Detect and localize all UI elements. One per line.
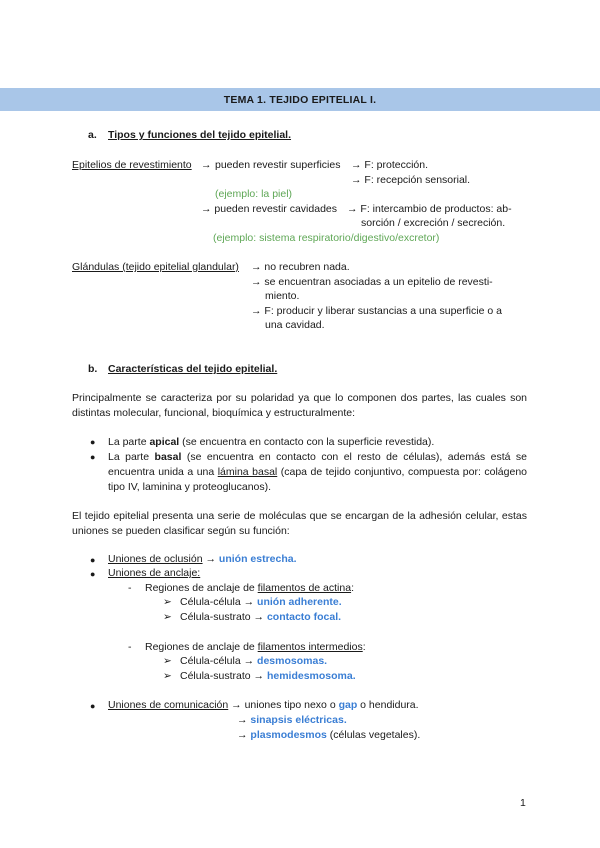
arrow-marker: ➢	[163, 596, 172, 608]
intermedios-cc: Célula-célula → desmosomas.	[180, 655, 328, 667]
revest-line2: → pueden revestir cavidades	[201, 203, 337, 215]
section-a-heading: Tipos y funciones del tejido epitelial.	[108, 129, 292, 141]
revest-f1: → F: protección.	[351, 159, 429, 171]
revest-f3b: sorción / excreción / secreción.	[361, 217, 506, 229]
section-a-marker: a.	[88, 129, 97, 141]
arrow-marker: ➢	[163, 670, 172, 682]
comunicacion-s1: → sinapsis eléctricas.	[237, 714, 347, 726]
dash-marker: -	[128, 641, 132, 653]
bullet-dot: ●	[90, 437, 96, 447]
intermedios-region: Regiones de anclaje de filamentos intermedios:	[145, 641, 366, 653]
revest-f2: → F: recepción sensorial.	[351, 174, 471, 186]
bullet-dot: ●	[90, 555, 96, 565]
glands-g2a: → se encuentran asociadas a un epitelio de revesti-	[251, 276, 493, 288]
bullet-dot: ●	[90, 701, 96, 711]
section-b-heading: Características del tejido epitelial.	[108, 363, 278, 375]
page-number: 1	[520, 797, 526, 809]
section-b-marker: b.	[88, 363, 98, 375]
glands-g2b: miento.	[265, 290, 300, 302]
bullet-dot: ●	[90, 452, 96, 462]
intermedios-cs: Célula-sustrato → hemidesmosoma.	[180, 670, 356, 682]
revest-example-2: (ejemplo: sistema respiratorio/digestivo/excretor)	[213, 232, 440, 244]
glands-g3a: → F: producir y liberar sustancias a una superficie o a	[251, 305, 502, 317]
glands-label: Glándulas (tejido epitelial glandular)	[72, 261, 239, 273]
actina-cs: Célula-sustrato → contacto focal.	[180, 611, 342, 623]
arrow-marker: ➢	[163, 655, 172, 667]
lamina-basal-term: lámina basal	[217, 466, 278, 478]
basal-item: La parte basal (se encuentra en contacto con el resto de células), además está se encuentra unida a una lámina basal (capa de tejido conjuntivo, compuesta por: colágeno tipo IV, laminina y proteoglucanos).	[108, 451, 528, 493]
actina-region: Regiones de anclaje de filamentos de actina:	[145, 582, 354, 594]
bullet-dot: ●	[90, 569, 96, 579]
revest-line1: pueden revestir superficies	[215, 159, 341, 171]
oclusion-item: Uniones de oclusión → unión estrecha.	[108, 553, 297, 565]
comunicacion-item: Uniones de comunicación → uniones tipo nexo o gap o hendidura.	[108, 699, 419, 711]
basal-bold: basal	[154, 451, 182, 463]
actina-cc: Célula-célula → unión adherente.	[180, 596, 342, 608]
glands-g1: → no recubren nada.	[251, 261, 350, 273]
apical-bold: apical	[149, 436, 180, 448]
anclaje-label: Uniones de anclaje:	[108, 567, 201, 579]
adhesion-paragraph: El tejido epitelial presenta una serie de moléculas que se encargan de la adhesión celular, estas uniones se pueden clasificar según su función:	[72, 510, 527, 537]
dash-marker: -	[128, 582, 132, 594]
revest-example-1: (ejemplo: la piel)	[215, 188, 293, 200]
apical-item: La parte apical (se encuentra en contacto con la superficie revestida).	[108, 436, 435, 448]
glands-g3b: una cavidad.	[265, 319, 325, 331]
revest-label: Epitelios de revestimiento	[72, 159, 192, 171]
comunicacion-s2: → plasmodesmos (células vegetales).	[237, 729, 421, 741]
revest-arrow: →	[201, 159, 212, 171]
arrow-marker: ➢	[163, 611, 172, 623]
page-title: TEMA 1. TEJIDO EPITELIAL I.	[223, 94, 377, 106]
intro-paragraph: Principalmente se caracteriza por su polaridad ya que lo componen dos partes, las cuales son distintas molecular, funcional, bioquímica y estructuralmente:	[72, 392, 527, 419]
revest-f3a: → F: intercambio de productos: ab-	[347, 203, 512, 215]
oclusion-value: unión estrecha.	[218, 553, 297, 565]
